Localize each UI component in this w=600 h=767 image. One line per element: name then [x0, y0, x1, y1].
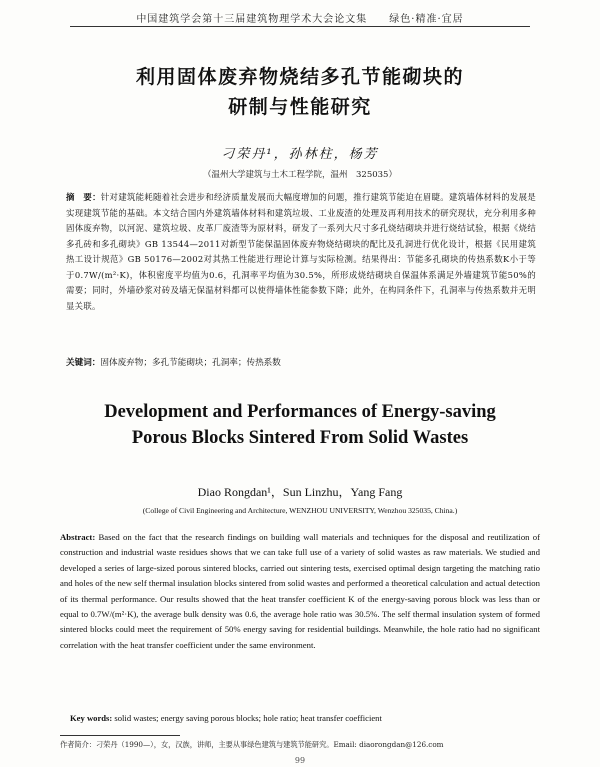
cn-keywords-label: 关键词：	[66, 358, 101, 368]
cn-title-line2: 研制与性能研究	[228, 96, 372, 118]
en-abstract-label: Abstract:	[60, 532, 96, 542]
en-keywords-text: solid wastes; energy saving porous blocks; hole ratio; heat transfer coefficient	[114, 713, 382, 723]
cn-abstract-label: 摘 要：	[66, 192, 101, 202]
cn-abstract-text: 针对建筑能耗随着社会进步和经济质量发展而大幅度增加的问题，推行建筑节能迫在眉睫。建筑墙体材料的发展是实现建筑节能的基础。本文结合国内外建筑墙体材料和建筑垃圾、工业废渣的处理及再利用技术的研究现状，充分利用多种固体废弃物，以河泥、建筑垃圾、皮革厂废渣等为原材料，研发了一系列大尺寸多孔烧结砌块并进行烧结试验，根据《烧结多孔砖和多孔砌块》GB 13544—2011对新型节能保温固体废弃物烧结砌块的配比及孔洞进行优化设计，根据《民用建筑热工设计规范》GB 50176—2002对其热工性能进行理论计算与实际检测。结果得出：节能多孔砌块的传热系数K小于等于0.7W/(m²·K)，体积密度平均值为0.6，孔洞率平均值为30.5%，所形成烧结砌块自保温体系满足外墙建筑节能50%的需要；同时，外墙砂浆对砖及墙无保温材料都可以使得墙体性能参数下降；此外，在构同条件下，孔洞率与传热系数并无明显关联。	[66, 192, 537, 311]
en-keywords	[70, 713, 540, 723]
en-keywords-label: Key words:	[70, 713, 113, 723]
header-rule	[70, 26, 530, 27]
cn-keywords	[66, 356, 536, 368]
en-title-line2: Porous Blocks Sintered From Solid Wastes	[131, 428, 469, 448]
cn-abstract	[66, 190, 536, 314]
running-header: 中国建筑学会第十三届建筑物理学术大会论文集 绿色·精准·宜居	[136, 14, 464, 25]
cn-keywords-text: 固体废弃物；多孔节能砌块；孔洞率；传热系数	[100, 358, 281, 368]
cn-authors: 刁荣丹¹，孙林柱，杨芳	[221, 147, 379, 162]
cn-affiliation: （温州大学建筑与土木工程学院，温州 325035）	[203, 170, 397, 180]
en-abstract	[60, 530, 540, 653]
en-title-line1: Development and Performances of Energy-saving	[104, 402, 496, 422]
cn-title-line1: 利用固体废弃物烧结多孔节能砌块的	[135, 66, 464, 88]
author-footnote: 作者简介：刁荣丹（1990—），女，汉族，讲师，主要从事绿色建筑与建筑节能研究。Email: diaorongdan@126.com	[60, 740, 444, 749]
en-authors: Diao Rongdan¹，Sun Linzhu，Yang Fang	[197, 485, 403, 499]
footnote-rule	[60, 735, 180, 736]
en-affiliation: (College of Civil Engineering and Architecture, WENZHOU UNIVERSITY, Wenzhou 325035, China.)	[142, 506, 458, 515]
en-abstract-text: Based on the fact that the research findings on building wall materials and techniques for the disposal and reutilization of construction and industrial waste residues shows that we can take full use of a variety of solid wastes as raw materials. We studied and developed a series of large-sized porous sintered blocks, carried out sintering tests, exercised optimal design targeting the matching ratio and holes of the new self thermal insulation blocks sintered from solid wastes and performed a theoretical calculation and actual detection of its thermal performance. Our results showed that the heat transfer coefficient K of the energy-saving porous block was less than or equal to 0.7W/(m²·K), the average bulk density was 0.6, the average hole ratio was 30.5%. The self thermal insulation system of formed sintered blocks could meet the requirement of 50% energy saving for residential buildings. Meanwhile, the hole ratio had no significant correlation with the heat transfer coefficient under the same environment.	[60, 532, 541, 650]
page-number: 99	[294, 756, 306, 765]
